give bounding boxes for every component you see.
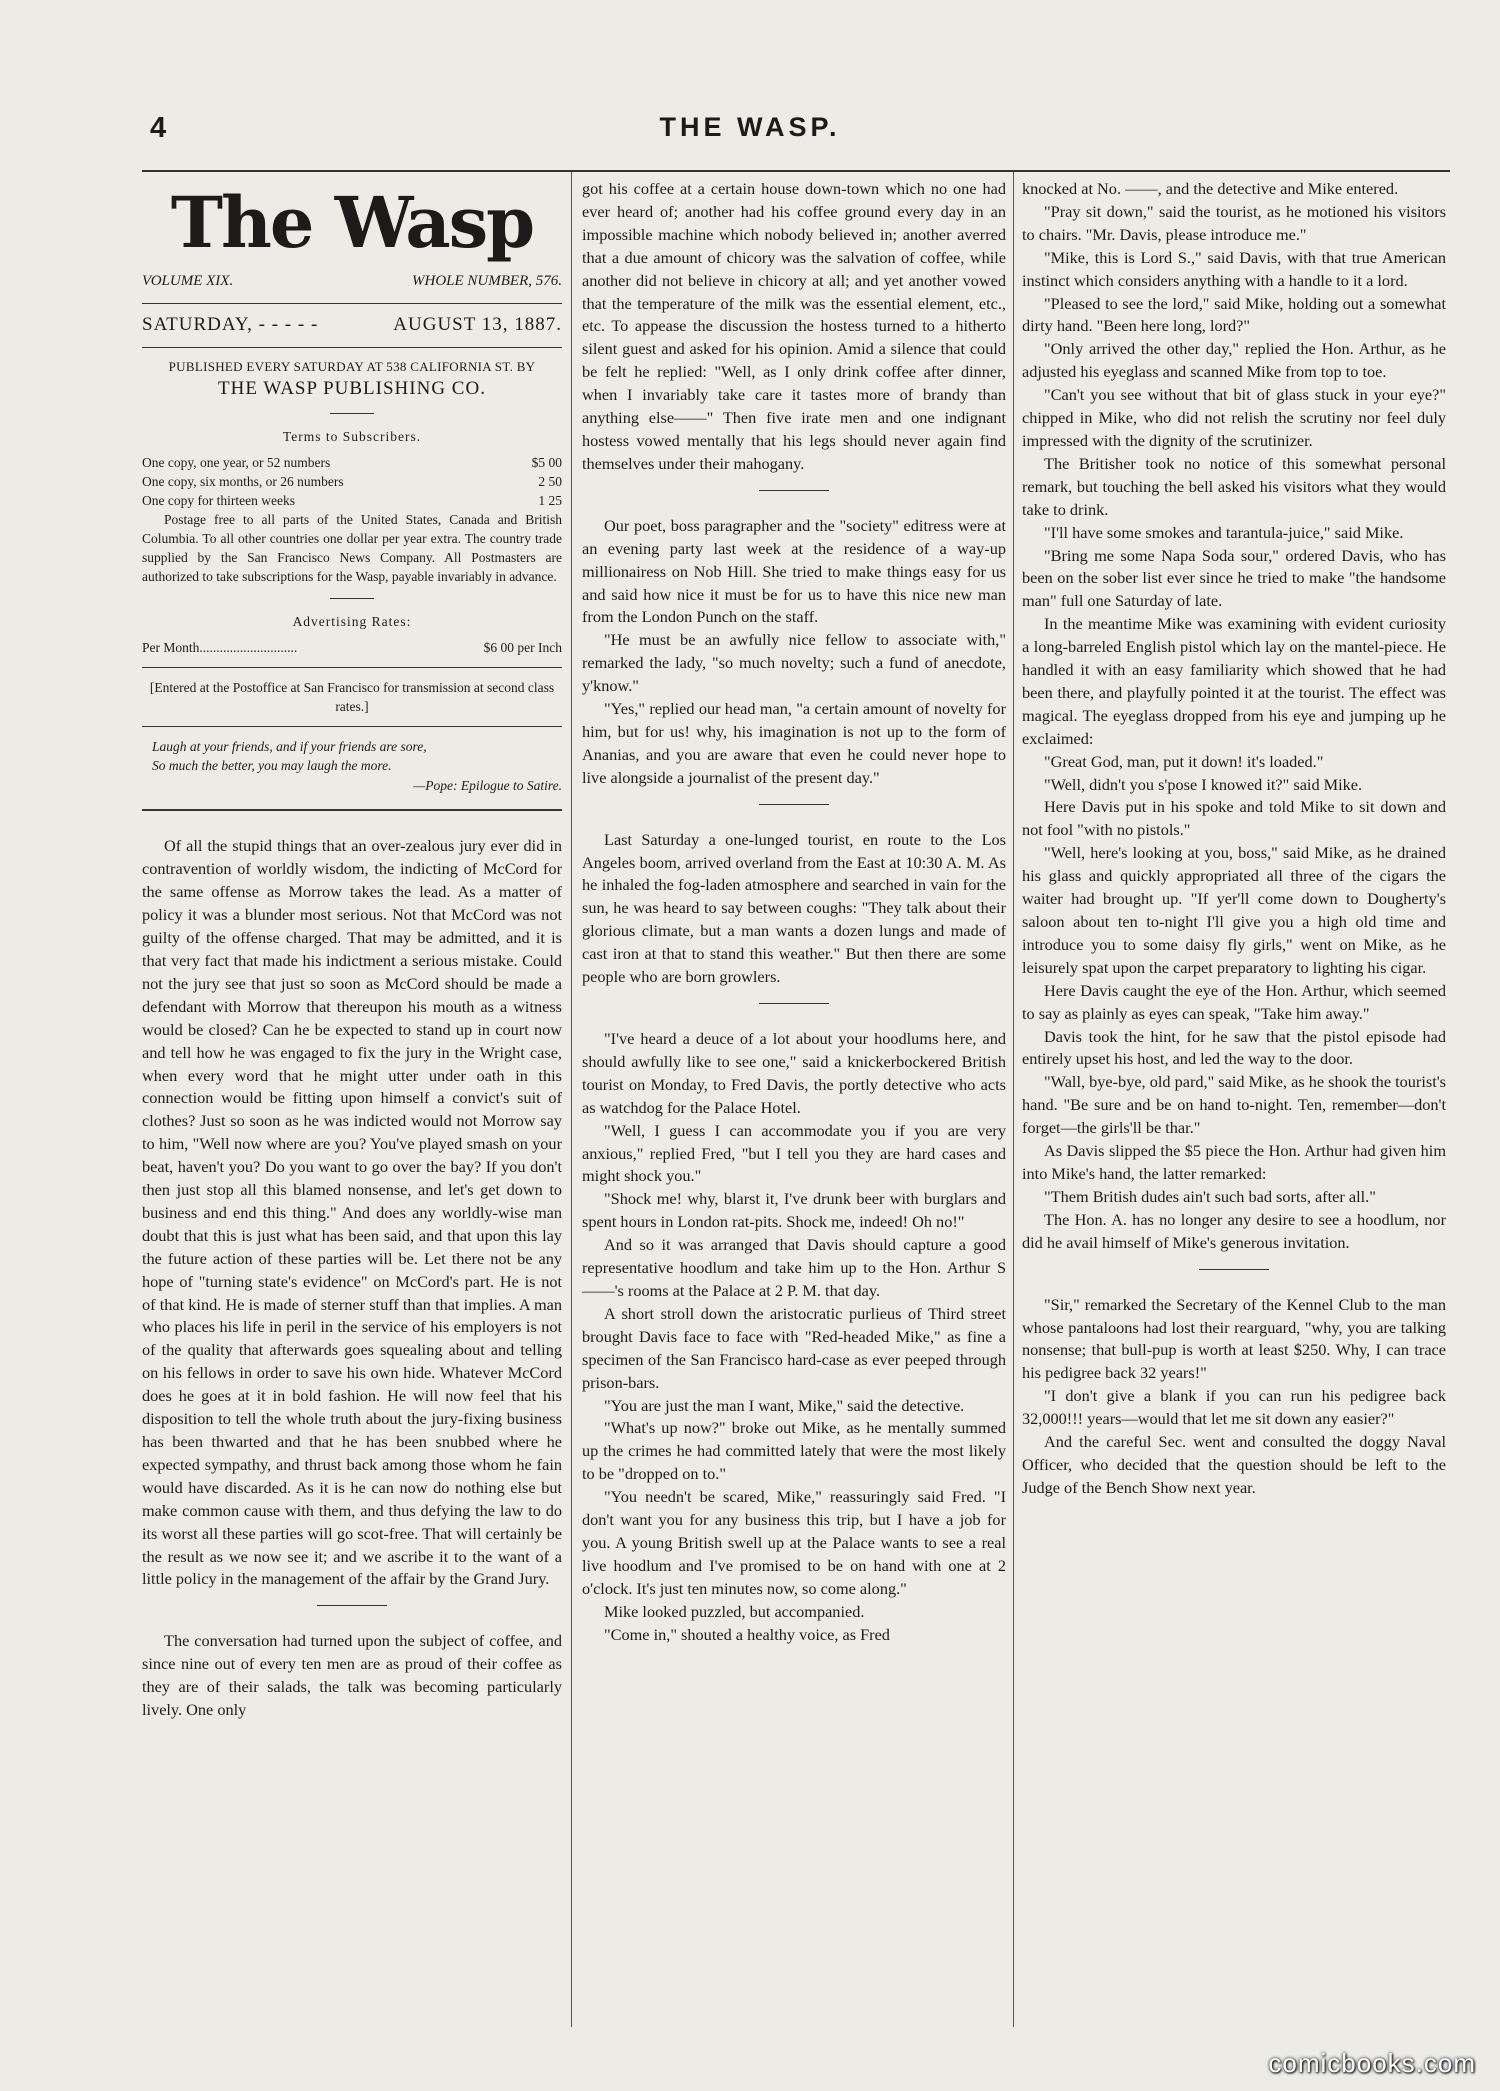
article-paragraph: "Mike, this is Lord S.," said Davis, with that true American instinct which considers anything with a handle to it a lord. (1022, 247, 1446, 290)
column-1 (142, 178, 562, 1722)
article-paragraph: "Great God, man, put it down! it's loaded." (1044, 751, 1324, 771)
issue-day: SATURDAY, - - - - - (142, 313, 319, 335)
volume-line (142, 270, 562, 293)
article-paragraph: "Only arrived the other day," replied the Hon. Arthur, as he adjusted his eyeglass and scanned Mike from top to toe. (1022, 339, 1446, 382)
article-paragraph: Here Davis put in his spoke and told Mike to sit down and not fool "with no pistols." (1022, 797, 1446, 840)
section-separator (759, 804, 829, 805)
article-paragraph: Mike looked puzzled, but accompanied. (604, 1601, 865, 1621)
published-line: PUBLISHED EVERY SATURDAY AT 538 CALIFORNIA ST. BY (168, 358, 536, 374)
short-rule (330, 413, 374, 414)
article-paragraph: "You needn't be scared, Mike," reassuringly said Fred. "I don't want you for any business this trip, but I have a job for you. A young British swell up at the Palace wants to see a real live hoodlum and I've promised to be on hand with one at 2 o'clock. It's just ten minutes now, so come along." (582, 1487, 1006, 1598)
rate-label: One copy for thirteen weeks (142, 492, 295, 508)
date-line (142, 314, 562, 337)
advertising-label: Per Month............................. (142, 639, 298, 655)
header-rule (142, 170, 1450, 172)
advertising-heading: Advertising Rates: (292, 613, 412, 629)
article-paragraph: "Pleased to see the lord," said Mike, holding out a somewhat dirty hand. "Been here long, lord?" (1022, 293, 1446, 336)
masthead-rule (142, 303, 562, 304)
section-separator (759, 490, 829, 491)
article-paragraph: A short stroll down the aristocratic purlieus of Third street brought Davis face to face with "Red-headed Mike," as fine a specimen of the San Francisco hard-case as ever peeped through prison-bars. (582, 1303, 1006, 1392)
advertising-price: $6 00 per Inch (483, 639, 562, 655)
running-title: THE WASP. (659, 112, 841, 142)
article-paragraph: Last Saturday a one-lunged tourist, en route to the Los Angeles boom, arrived overland from the East at 10:30 A. M. As he inhaled the fog-laden atmosphere and searched in vain for the sun, he was heard to say between coughs: "They talk about their glorious climate, but a man wants a dozen lungs and made of cast iron at that to stand this weather." But then there are some people who are born growlers. (582, 829, 1006, 987)
motto-line: Laugh at your friends, and if your friends are sore, (152, 738, 427, 754)
article-paragraph: "Them British dudes ain't such bad sorts, after all." (1044, 1186, 1376, 1206)
article-paragraph: "I don't give a blank if you can run his pedigree back 32,000!!! years—would that let me sit down any easier?" (1022, 1386, 1446, 1429)
article-paragraph: Of all the stupid things that an over-zealous jury ever did in contravention of worldly wisdom, the indicting of McCord for the same offense as Morrow takes the lead. As a matter of policy it was a blunder most serious. Not that McCord was not guilty of the offense charged. That may be admitted, and it is that very fact that made his indictment a serious mistake. Could not the jury see that just so soon as McCord should be made a defendant with Morrow that thereupon his mouth as a witness would be closed? Can he be expected to stand up in court now and tell how he was engaged to fix the jury in the Wright case, when every word that he might utter under oath in this connection would be fitting upon himself a convict's suit of clothes? Just so soon as he was indicted would not Morrow say to him, "Well now where are you? You've played smash on your beat, haven't you? Do you want to go over the bay? If you don't then just stop all this blamed nonsense, and let's get down to business and end this thing." And does any worldly-wise man doubt that this is just what has been said, and that upon this lay the future action of these parties will be. Let there not be any hope of "turning state's evidence" on McCord's part. He is not of that kind. He is made of sterner stuff than that implies. A man who places his life in peril in the service of his employers is not of the quality that afterwards goes squealing about and telling on his fellows in order to save his own hide. Whatever McCord does he goes at it in bold fashion. He will now feel that his disposition to tell the whole truth about the jury-fixing business has been thwarted and that he has been snubbed where he expected sympathy, and thrust back among those whom he fain would have discarded. As it is he can now do nothing else but make common cause with them, and thus defying the law to do its worst all these parties will go scot-free. That will certainly be the result as we now see it; and we ascribe it to the want of a little policy in the management of the affair by the Grand Jury. (142, 836, 562, 1589)
article-paragraph: "Bring me some Napa Soda sour," ordered Davis, who has been on the sober list ever since he tried to make "the handsome man" full one Saturday of late. (1022, 545, 1446, 611)
article-paragraph: "Yes," replied our head man, "a certain amount of novelty for him, but for us! why, his imagination is not up to the form of Ananias, and you are aware that even he could never hope to live alongside a journalist of the present day." (582, 699, 1006, 787)
page-header (0, 112, 1500, 152)
article-paragraph: knocked at No. ——, and the detective and Mike entered. (1022, 179, 1399, 198)
rate-price: 2 50 (538, 473, 562, 489)
article-paragraph: got his coffee at a certain house down-town which no one had ever heard of; another had his coffee ground every day in an impossible machine which nobody believed in; another averred that a due amount of chicory was the salvation of coffee, while another did not believe in chicory at all; and yet another vowed that the temperature of the milk was the essential element, etc., etc. To appease the discussion the hostess turned to a hitherto silent guest and asked for his opinion. Amid a silence that could be felt he replied: "Well, as I only drink coffee after dinner, when I invariably take care it tastes more of brandy than anything else——" Then five irate men and one indignant hostess vowed mentally that his legs should never again find themselves under their mahogany. (582, 179, 1006, 473)
masthead-rule (142, 809, 562, 811)
article-paragraph: "Pray sit down," said the tourist, as he motioned his visitors to chairs. "Mr. Davis, please introduce me." (1022, 201, 1446, 244)
rate-row (142, 453, 562, 472)
article-paragraph: "Come in," shouted a healthy voice, as Fred (604, 1624, 890, 1644)
article-paragraph: "Wall, bye-bye, old pard," said Mike, as he shook the tourist's hand. "Be sure and be on hand to-night. Ten, remember—don't forget—the girls'll be thar." (1022, 1072, 1446, 1138)
article-paragraph: In the meantime Mike was examining with evident curiosity a long-barreled English pistol which lay on the mantel-piece. He handled it with an easy familiarity which showed that he had been there, and playfully pointed it at the tourist. The effect was magical. The eyeglass dropped from his eye and jumping up he exclaimed: (1022, 614, 1446, 748)
article-paragraph: "Shock me! why, blarst it, I've drunk beer with burglars and spent hours in London rat-pits. Shock me, indeed! Oh no!" (582, 1189, 1006, 1232)
article-paragraph: Here Davis caught the eye of the Hon. Arthur, which seemed to say as plainly as eyes can speak, "Take him away." (1022, 980, 1446, 1023)
rate-label: One copy, one year, or 52 numbers (142, 454, 331, 470)
rate-row (142, 491, 562, 510)
article-paragraph: "Sir," remarked the Secretary of the Kennel Club to the man whose pantaloons had lost their rearguard, "why, you are talking nonsense; that bull-pup is worth at least $250. Why, I can trace his pedigree back 32 years!" (1022, 1294, 1446, 1383)
article-paragraph: "I've heard a deuce of a lot about your hoodlums here, and should awfully like to see one," said a knickerbockered British tourist on Monday, to Fred Davis, the portly detective who acts as watchdog for the Palace Hotel. (582, 1029, 1006, 1117)
column-3 (1022, 178, 1446, 1500)
short-rule (330, 598, 374, 599)
masthead-rule (142, 667, 562, 668)
advertising-row (142, 638, 562, 657)
article-paragraph: "I'll have some smokes and tarantula-juice," said Mike. (1044, 522, 1404, 542)
article-paragraph: "Can't you see without that bit of glass stuck in your eye?" chipped in Mike, who did not relish the scrutiny nor feel duly impressed with the dignity of the scrutinizer. (1022, 385, 1446, 450)
masthead (142, 181, 562, 811)
article-paragraph: "What's up now?" broke out Mike, as he mentally summed up the crimes he had committed lately that were the most likely to be "dropped on to." (582, 1418, 1006, 1484)
motto-line: So much the better, you may laugh the more. (152, 757, 392, 773)
article-paragraph: "He must be an awfully nice fellow to associate with," remarked the lady, "so much novelty; such a fund of anecdote, y'know." (582, 630, 1006, 696)
section-separator (1199, 1269, 1269, 1270)
article-paragraph: "Well, I guess I can accommodate you if you are very anxious," replied Fred, "but I tell you they are hard cases and might shock you." (582, 1120, 1006, 1186)
watermark: comicbooks.com (1268, 2048, 1476, 2078)
masthead-rule (142, 347, 562, 348)
publisher-name: THE WASP PUBLISHING CO. (218, 377, 486, 399)
article-paragraph: And so it was arranged that Davis should capture a good representative hoodlum and take him up to the Hon. Arthur S——'s rooms at the Palace at 2 P. M. that day. (582, 1235, 1006, 1300)
article-paragraph: As Davis slipped the $5 piece the Hon. Arthur had given him into Mike's hand, the latter remarked: (1022, 1141, 1446, 1183)
page-number: 4 (150, 112, 167, 144)
article-paragraph: Our poet, boss paragrapher and the "society" editress were at an evening party last week at the residence of a way-up millionairess on Nob Hill. She tried to make things easy for us and said how nice it must be for us to have this nice new man from the London Punch on the staff. (582, 515, 1006, 627)
whole-number: WHOLE NUMBER, 576. (412, 273, 562, 289)
article-paragraph: Davis took the hint, for he saw that the pistol episode had entirely upset his host, and led the way to the door. (1022, 1026, 1446, 1069)
column-2 (582, 178, 1006, 1646)
rate-price: $5 00 (531, 454, 562, 470)
column-divider-2 (1013, 172, 1014, 2027)
section-separator (759, 1003, 829, 1004)
postal-entry-note: [Entered at the Postoffice at San Francisco for transmission at second class rates.] (149, 679, 555, 714)
masthead-logo: The Wasp (170, 181, 534, 264)
article-paragraph: And the careful Sec. went and consulted the doggy Naval Officer, who decided that the question should be left to the Judge of the Bench Show next year. (1022, 1432, 1446, 1497)
masthead-rule (142, 726, 562, 727)
article-paragraph: The conversation had turned upon the subject of coffee, and since nine out of every ten men are as proud of their coffee as they are of their salads, the talk was becoming particularly lively. One only (142, 1631, 562, 1720)
rate-price: 1 25 (538, 492, 562, 508)
motto-attribution: —Pope: Epilogue to Satire. (413, 777, 562, 793)
terms-heading: Terms to Subscribers. (282, 428, 422, 444)
article-paragraph: "Well, didn't you s'pose I knowed it?" said Mike. (1044, 774, 1363, 794)
rate-label: One copy, six months, or 26 numbers (142, 473, 344, 489)
volume-number: VOLUME XIX. (142, 273, 234, 289)
article-paragraph: The Hon. A. has no longer any desire to see a hoodlum, nor did he avail himself of Mike's generous invitation. (1022, 1209, 1446, 1252)
rate-row (142, 472, 562, 491)
article-paragraph: The Britisher took no notice of this somewhat personal remark, but touching the bell asked his visitors what they would take to drink. (1022, 453, 1446, 519)
section-separator (317, 1605, 387, 1606)
article-paragraph: "You are just the man I want, Mike," said the detective. (604, 1395, 965, 1415)
issue-date: AUGUST 13, 1887. (393, 313, 562, 335)
article-paragraph: "Well, here's looking at you, boss," said Mike, as he drained his glass and quickly appropriated all three of the cigars the waiter had brought up. "If yer'll come down to Dougherty's saloon about ten to-night I'll give you a high old time and introduce you to some daisy fly girls," went on Mike, as he leisurely spat upon the carpet preparatory to lighting his cigar. (1022, 843, 1446, 977)
column-divider-1 (571, 172, 572, 2027)
postage-note: Postage free to all parts of the United States, Canada and British Columbia. To all other countries one dollar per year extra. The country trade supplied by the San Francisco News Company. All Postmasters are authorized to take subscriptions for the Wasp, payable invariably in advance. (142, 511, 562, 584)
